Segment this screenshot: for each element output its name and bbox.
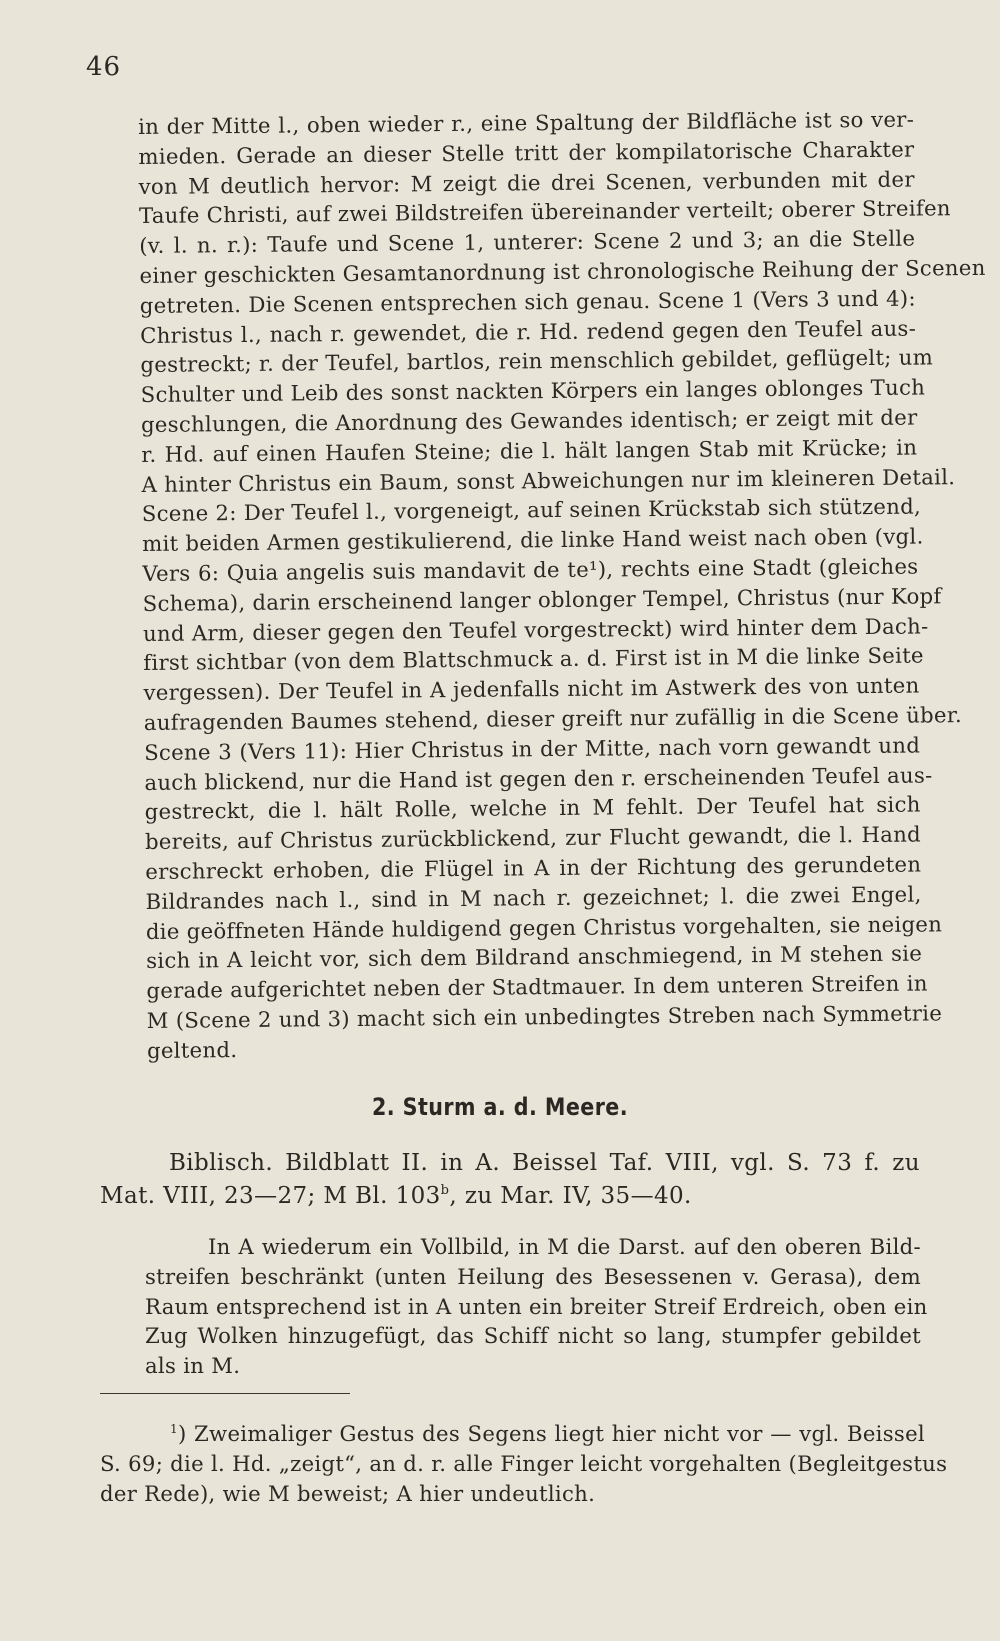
para-main-line: die geöffneten Hände huldigend gegen Christus vorgehalten, sie neigen (145, 910, 943, 944)
para-main-line: vergessen). Der Teufel in A jedenfalls nicht im Astwerk des von unten (143, 672, 920, 706)
para-main-line: geschlungen, die Anordnung des Gewandes identisch; er zeigt mit der (140, 404, 918, 437)
footnote-divider (100, 1393, 350, 1394)
para-main-line: (v. l. n. r.): Taufe und Scene 1, unterer: Scene 2 und 3; an die Stelle (139, 225, 916, 259)
para-main-line: Scene 3 (Vers 11): Hier Christus in der Mitte, nach vorn gewandt und (144, 732, 921, 765)
para-main-line: auch blickend, nur die Hand ist gegen den r. erscheinenden Teufel aus- (144, 761, 933, 795)
second-paragraph (145, 1232, 928, 1381)
para-main-line: gestreckt; r. der Teufel, bartlos, rein menschlich gebildet, geflügelt; um (140, 344, 934, 378)
biblio-line-2-start: Mat. VIII, 23—27; M Bl. 103 (100, 1183, 441, 1209)
biblio-line-2 (100, 1180, 920, 1213)
para-main-line: erschreckt erhoben, die Flügel in A in der Richtung des gerundeten (145, 851, 922, 884)
para-main-line: geltend. (146, 1036, 238, 1063)
footnote-line-2: S. 69; die l. Hd. „zeigt“, an d. r. alle Finger leicht vorgehalten (Begleitgestus (100, 1450, 948, 1476)
biblio-superscript: b (440, 1183, 450, 1198)
para-main-line: Schema), darin erscheinend langer oblonger Tempel, Christus (nur Kopf (142, 583, 942, 616)
para-main-line: von M deutlich hervor: M zeigt die drei Scenen, verbunden mit der (138, 166, 915, 199)
para-main-line: gerade aufgerichtet neben der Stadtmauer. In dem unteren Streifen in (146, 970, 928, 1004)
para-main-line: Bildrandes nach l., sind in M nach r. gezeichnet; l. die zwei Engel, (145, 881, 922, 914)
para-second-line: Raum entsprechend ist in A unten ein breiter Streif Erdreich, oben ein (145, 1293, 928, 1319)
para-main-line: aufragenden Baumes stehend, dieser greift nur zufällig in die Scene über. (143, 702, 963, 735)
footnote-marker: 1 (170, 1422, 178, 1436)
para-second-line: In A wiederum ein Vollbild, in M die Darst. auf den oberen Bild- (208, 1234, 921, 1259)
para-main-line: M (Scene 2 und 3) macht sich ein unbedingtes Streben nach Symmetrie (146, 1000, 943, 1033)
footnote (100, 1419, 948, 1508)
para-main-line: und Arm, dieser gegen den Teufel vorgestreckt) wird hinter dem Dach- (142, 612, 929, 646)
footnote-line-1 (100, 1419, 925, 1449)
para-main-line: r. Hd. auf einen Haufen Steine; die l. hält langen Stab mit Krücke; in (141, 434, 918, 467)
biblio-line-2-end: , zu Mar. IV, 35—40. (449, 1183, 692, 1209)
para-main-line: bereits, auf Christus zurückblickend, zur Flucht gewandt, die l. Hand (144, 821, 922, 855)
para-main-line: Schulter und Leib des sonst nackten Körpers ein langes oblonges Tuch (140, 374, 926, 408)
para-main-line: Christus l., nach r. gewendet, die r. Hd. redend gegen den Teufel aus- (140, 315, 917, 348)
para-second-line: Zug Wolken hinzugefügt, das Schiff nicht so lang, stumpfer gebildet (145, 1323, 921, 1349)
para-second-line: als in M. (145, 1353, 241, 1379)
para-main-line: Taufe Christi, auf zwei Bildstreifen übereinander verteilt; oberer Streifen (138, 195, 951, 229)
para-main-line: einer geschickten Gesamtanordnung ist chronologische Reihung der Scenen (139, 254, 986, 288)
page-number: 46 (86, 52, 122, 82)
para-main-line: sich in A leicht vor, sich dem Bildrand anschmiegend, in M stehen sie (146, 940, 923, 974)
biblio-line-1: Biblisch. Bildblatt II. in A. Beissel Taf. VIII, vgl. S. 73 f. zu (169, 1150, 920, 1176)
para-main-line: first sichtbar (von dem Blattschmuck a. d. First ist in M die linke Seite (143, 642, 924, 676)
para-main-line: mieden. Gerade an dieser Stelle tritt der kompilatorische Charakter (138, 136, 915, 169)
para-main-line: Vers 6: Quia angelis suis mandavit de te¹), rechts eine Stadt (gleiches (142, 553, 919, 586)
para-main-line: in der Mitte l., oben wieder r., eine Spaltung der Bildfläche ist so ver- (138, 106, 915, 139)
para-main-line: Scene 2: Der Teufel l., vorgeneigt, auf seinen Krückstab sich stützend, (141, 493, 922, 527)
para-main-line: gestreckt, die l. hält Rolle, welche in M fehlt. Der Teufel hat sich (144, 791, 921, 825)
para-main-line: getreten. Die Scenen entsprechen sich genau. Scene 1 (Vers 3 und 4): (139, 285, 916, 318)
footnote-line-3: der Rede), wie M beweist; A hier undeutlich. (100, 1480, 596, 1506)
footnote-line-1-text: ) Zweimaliger Gestus des Segens liegt hier nicht vor — vgl. Beissel (177, 1421, 925, 1446)
main-paragraph (138, 105, 986, 1066)
section-heading: 2. Sturm a. d. Meere. (371, 1093, 629, 1121)
para-main-line: mit beiden Armen gestikulierend, die linke Hand weist nach oben (vgl. (142, 523, 924, 557)
para-second-line: streifen beschränkt (unten Heilung des Besessenen v. Gerasa), dem (145, 1263, 921, 1289)
bibliographic-reference (100, 1147, 920, 1213)
para-main-line: A hinter Christus ein Baum, sonst Abweichungen nur im kleineren Detail. (141, 463, 956, 497)
